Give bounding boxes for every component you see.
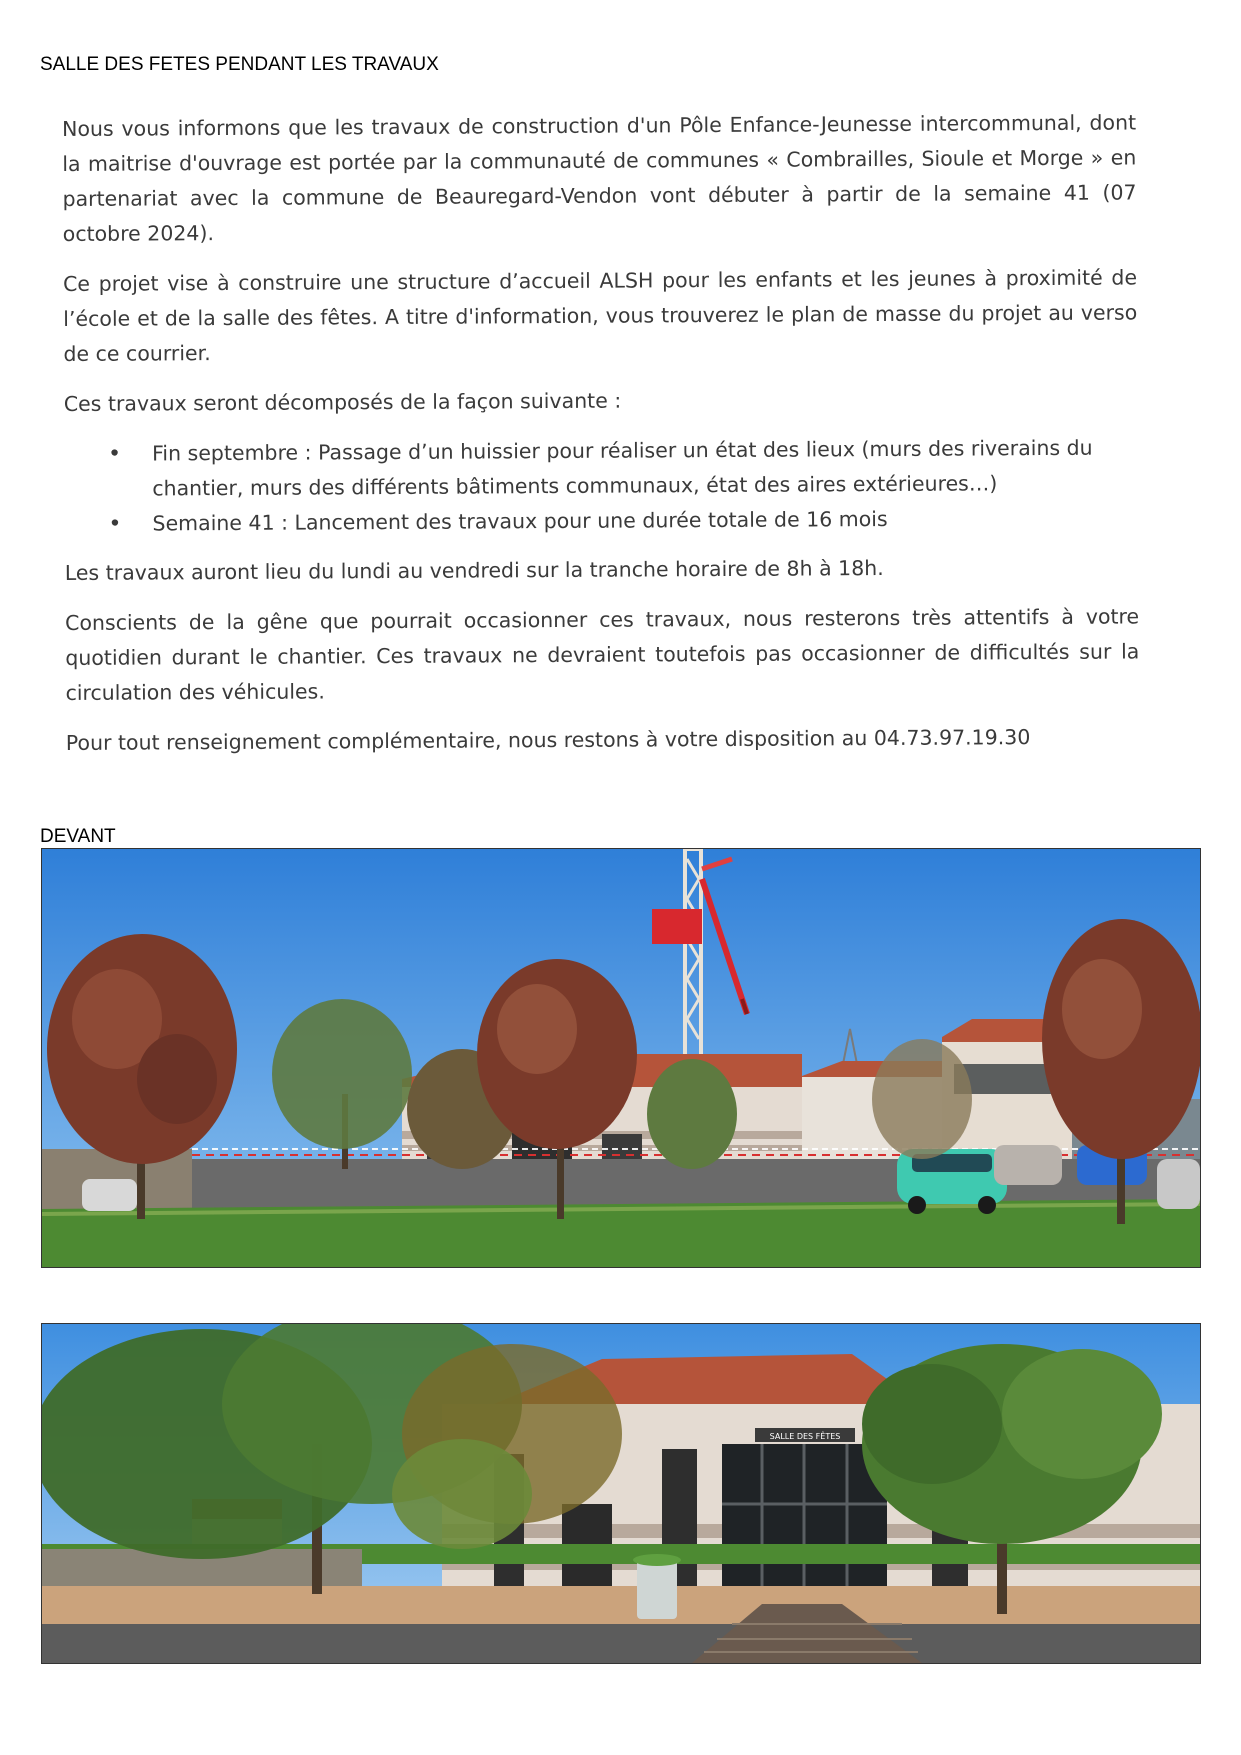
letter-paragraph-intro: Nous vous informons que les travaux de construction d'un Pôle Enfance-Jeunesse intercommunal, dont la maitrise d'ouvrage est portée par la communauté de communes « Combrailles, Sioule et Morge » en partenariat avec la commune de Beauregard-Vendon vont débuter à partir de la semaine 41 (07 octobre 2024).	[62, 110, 1137, 246]
letter-paragraph-contact: Pour tout renseignement complémentaire, nous restons à votre disposition au 04.73.97.19.30	[65, 725, 1031, 755]
waste-bin	[633, 1554, 681, 1619]
photo-front-parking	[41, 848, 1201, 1268]
schedule-list	[64, 430, 1139, 542]
letter-body	[62, 105, 1140, 776]
letter-paragraph-hours: Les travaux auront lieu du lundi au vendredi sur la tranche horaire de 8h à 18h.	[64, 555, 884, 585]
section-label-devant: DEVANT	[40, 826, 116, 847]
letter-paragraph-schedule-intro: Ces travaux seront décomposés de la façon suivante :	[63, 388, 622, 416]
list-item-text: Semaine 41 : Lancement des travaux pour une durée totale de 16 mois	[152, 506, 888, 536]
list-item-text: Fin septembre : Passage d’un huissier pour réaliser un état des lieux (murs des riverains du chantier, murs des différents bâtiments communaux, état des aires extérieures…)	[152, 435, 1093, 501]
bullet-icon: •	[108, 511, 122, 537]
letter-paragraph-disturbance: Conscients de la gêne que pourrait occasionner ces travaux, nous resterons très attentifs à votre quotidien durant le chantier. Ces travaux ne devraient toutefois pas occasionner de difficultés sur la circulation des véhicules.	[65, 604, 1140, 705]
hall-sign: SALLE DES FÊTES	[769, 1432, 841, 1441]
page-title: SALLE DES FETES PENDANT LES TRAVAUX	[40, 54, 439, 75]
list-item	[108, 430, 1138, 506]
bullet-icon: •	[108, 441, 122, 467]
list-item	[108, 500, 1138, 541]
photo-front-entrance	[41, 1323, 1201, 1664]
letter-paragraph-project: Ce projet vise à construire une structure d’accueil ALSH pour les enfants et les jeunes à proximité de l’école et de la salle des fêtes. A titre d'information, vous trouverez le plan de masse du projet au verso de ce courrier.	[62, 265, 1138, 366]
